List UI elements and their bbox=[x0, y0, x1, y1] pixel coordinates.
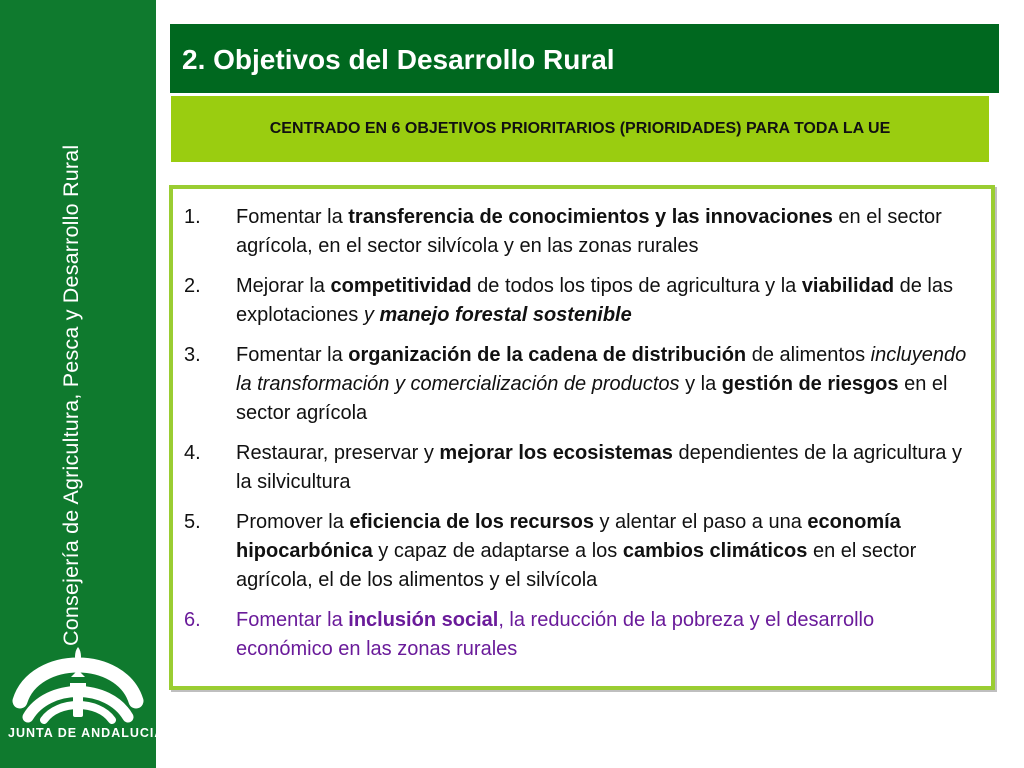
objective-emphasis: mejorar los ecosistemas bbox=[439, 442, 673, 464]
objective-text-segment: Promover la bbox=[236, 511, 350, 533]
objective-text-segment: en el sector agrícola, en el sector silvícola y en las zonas rurales bbox=[236, 206, 942, 257]
objective-text-segment: Fomentar la bbox=[236, 609, 349, 631]
objective-text-segment: de las explotaciones bbox=[236, 275, 953, 326]
objective-item bbox=[184, 439, 974, 497]
objective-text bbox=[236, 344, 966, 424]
objective-text bbox=[236, 609, 874, 660]
objective-number: 3. bbox=[184, 344, 201, 366]
objective-item bbox=[184, 606, 974, 664]
objective-text bbox=[236, 442, 962, 493]
objective-text-segment: y alentar el paso a una bbox=[593, 511, 808, 533]
objective-text-segment: Fomentar la bbox=[236, 344, 349, 366]
objective-text bbox=[236, 206, 942, 257]
slide-title-bar bbox=[170, 24, 999, 93]
objective-emphasis: economía hipocarbónica bbox=[236, 511, 901, 562]
objective-number: 4. bbox=[184, 442, 201, 464]
objective-text-segment: Mejorar la bbox=[236, 275, 331, 297]
objective-number: 2. bbox=[184, 275, 201, 297]
objective-text-segment: de todos los tipos de agricultura y la bbox=[471, 275, 802, 297]
objective-item bbox=[184, 341, 974, 428]
objective-text-segment: Restaurar, preservar y bbox=[236, 442, 440, 464]
slide-title: 2. Objetivos del Desarrollo Rural bbox=[182, 44, 615, 75]
objective-number: 6. bbox=[184, 609, 201, 631]
objective-number: 5. bbox=[184, 511, 201, 533]
junta-de-andalucia-logo-text: JUNTA DE ANDALUCIA bbox=[8, 726, 165, 740]
objective-text-segment: en el sector agrícola, el de los alimentos y el silvícola bbox=[236, 540, 917, 591]
objective-emphasis: inclusión social bbox=[348, 609, 499, 631]
objective-emphasis: eficiencia de los recursos bbox=[349, 511, 594, 533]
objective-emphasis: competitividad bbox=[330, 275, 472, 297]
objectives-list bbox=[184, 203, 974, 675]
junta-de-andalucia-logo-icon bbox=[10, 625, 146, 725]
objective-item bbox=[184, 508, 974, 595]
objective-emphasis: viabilidad bbox=[801, 275, 895, 297]
sidebar bbox=[0, 0, 165, 768]
objective-item bbox=[184, 272, 974, 330]
objective-emphasis: gestión de riesgos bbox=[721, 373, 899, 395]
priority-subtitle-bar bbox=[171, 96, 989, 162]
objective-text-segment: incluyendo la transformación y comercialización de productos bbox=[236, 344, 967, 395]
objective-text-segment: en el sector agrícola bbox=[236, 373, 948, 424]
objective-emphasis: transferencia de conocimientos y las innovaciones bbox=[348, 206, 833, 228]
objective-number: 1. bbox=[184, 206, 201, 228]
objective-text-segment: dependientes de la agricultura y la silvicultura bbox=[236, 442, 962, 493]
objective-text-segment: de alimentos bbox=[746, 344, 871, 366]
objective-emphasis: organización de la cadena de distribución bbox=[348, 344, 747, 366]
vertical-department-title: Consejería de Agricultura, Pesca y Desarrollo Rural bbox=[59, 144, 83, 646]
objective-text bbox=[236, 511, 916, 591]
priority-subtitle: CENTRADO EN 6 OBJETIVOS PRIORITARIOS (PRIORIDADES) PARA TODA LA UE bbox=[269, 120, 891, 137]
objective-item bbox=[184, 203, 974, 261]
objective-emphasis bbox=[379, 304, 631, 326]
objective-text bbox=[236, 275, 953, 326]
objective-text-segment: , la reducción de la pobreza y el desarrollo económico en las zonas rurales bbox=[236, 609, 875, 660]
objectives-content-box bbox=[169, 185, 995, 690]
objective-emphasis: manejo forestal sostenible bbox=[379, 304, 632, 326]
objective-text-segment: Fomentar la bbox=[236, 206, 349, 228]
objective-text-segment: y la bbox=[679, 373, 722, 395]
objective-text-segment: y bbox=[363, 304, 380, 326]
objective-emphasis: cambios climáticos bbox=[622, 540, 808, 562]
objective-text-segment: y capaz de adaptarse a los bbox=[372, 540, 623, 562]
